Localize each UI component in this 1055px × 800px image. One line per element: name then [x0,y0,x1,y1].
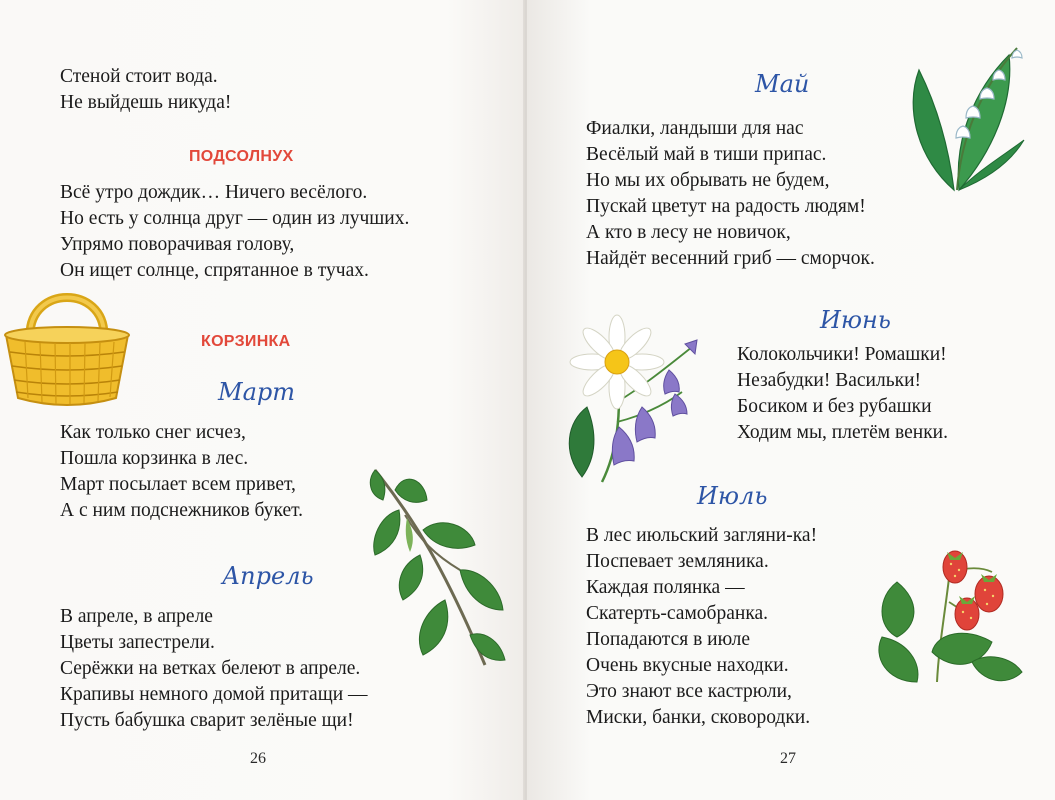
poem-line: Пускай цветут на радость людям! [586,196,866,217]
poem-line: Очень вкусные находки. [586,655,789,676]
poem-line: Упрямо поворачивая голову, [60,234,295,255]
poem-line: В лес июльский загляни-ка! [586,525,818,546]
july-stanza [586,523,817,731]
poem-line: Колокольчики! Ромашки! [737,344,947,365]
poem-line: Ходим мы, плетём венки. [737,422,948,443]
poem-line: Найдёт весенний гриб — сморчок. [586,248,875,269]
poem-line: Попадаются в июле [586,629,751,650]
march-stanza [60,420,303,524]
lily-of-the-valley-illustration [899,30,1039,200]
poem-line: А кто в лесу не новичок, [586,222,791,243]
poem-line: Крапивы немного домой притащи — [60,684,368,705]
poem-line: Миски, банки, сковородки. [586,707,811,728]
poem-line: Цветы запестрели. [60,632,215,653]
intro-stanza [60,64,231,116]
poem-line: Как только снег исчез, [60,422,246,443]
sunflower-title: ПОДСОЛНУХ [189,148,294,165]
poem-line: Весёлый май в тиши припас. [586,144,827,165]
left-page [0,0,525,800]
month-june: Июнь [820,306,891,334]
wild-strawberry-illustration [877,532,1027,697]
right-page [527,0,1055,800]
month-march: Март [218,378,296,406]
poem-line: Фиалки, ландыши для нас [586,118,804,139]
june-stanza [737,342,948,446]
month-july: Июль [697,482,768,510]
april-stanza [60,604,368,734]
poem-line: В апреле, в апреле [60,606,213,627]
poem-line: Поспевает земляника. [586,551,769,572]
poem-line: Босиком и без рубашки [737,396,932,417]
poem-line: Стеной стоит вода. [60,66,218,87]
poem-line: Это знают все кастрюли, [586,681,792,702]
poem-line: Но есть у солнца друг — один из лучших. [60,208,410,229]
page-number-left: 26 [250,750,266,767]
poem-line: Скатерть-самобранка. [586,603,769,624]
month-april: Апрель [222,562,314,590]
poem-line: Пусть бабушка сварит зелёные щи! [60,710,354,731]
poem-line: Он ищет солнце, спрятанное в тучах. [60,260,369,281]
may-stanza [586,116,875,272]
poem-line: Серёжки на ветках белеют в апреле. [60,658,361,679]
daisy-bluebell-illustration [557,312,717,487]
basket-title: КОРЗИНКА [201,333,291,350]
poem-line: Март посылает всем привет, [60,474,296,495]
sunflower-stanza [60,180,409,284]
poem-line: Пошла корзинка в лес. [60,448,249,469]
month-may: Май [755,70,810,98]
poem-line: Незабудки! Васильки! [737,370,922,391]
basket-illustration [0,290,134,410]
nettle-illustration [365,460,515,675]
poem-line: Каждая полянка — [586,577,745,598]
poem-line: А с ним подснежников букет. [60,500,304,521]
poem-line: Не выйдешь никуда! [60,92,232,113]
poem-line: Всё утро дождик… Ничего весёлого. [60,182,368,203]
poem-line: Но мы их обрывать не будем, [586,170,830,191]
page-number-right: 27 [780,750,796,767]
